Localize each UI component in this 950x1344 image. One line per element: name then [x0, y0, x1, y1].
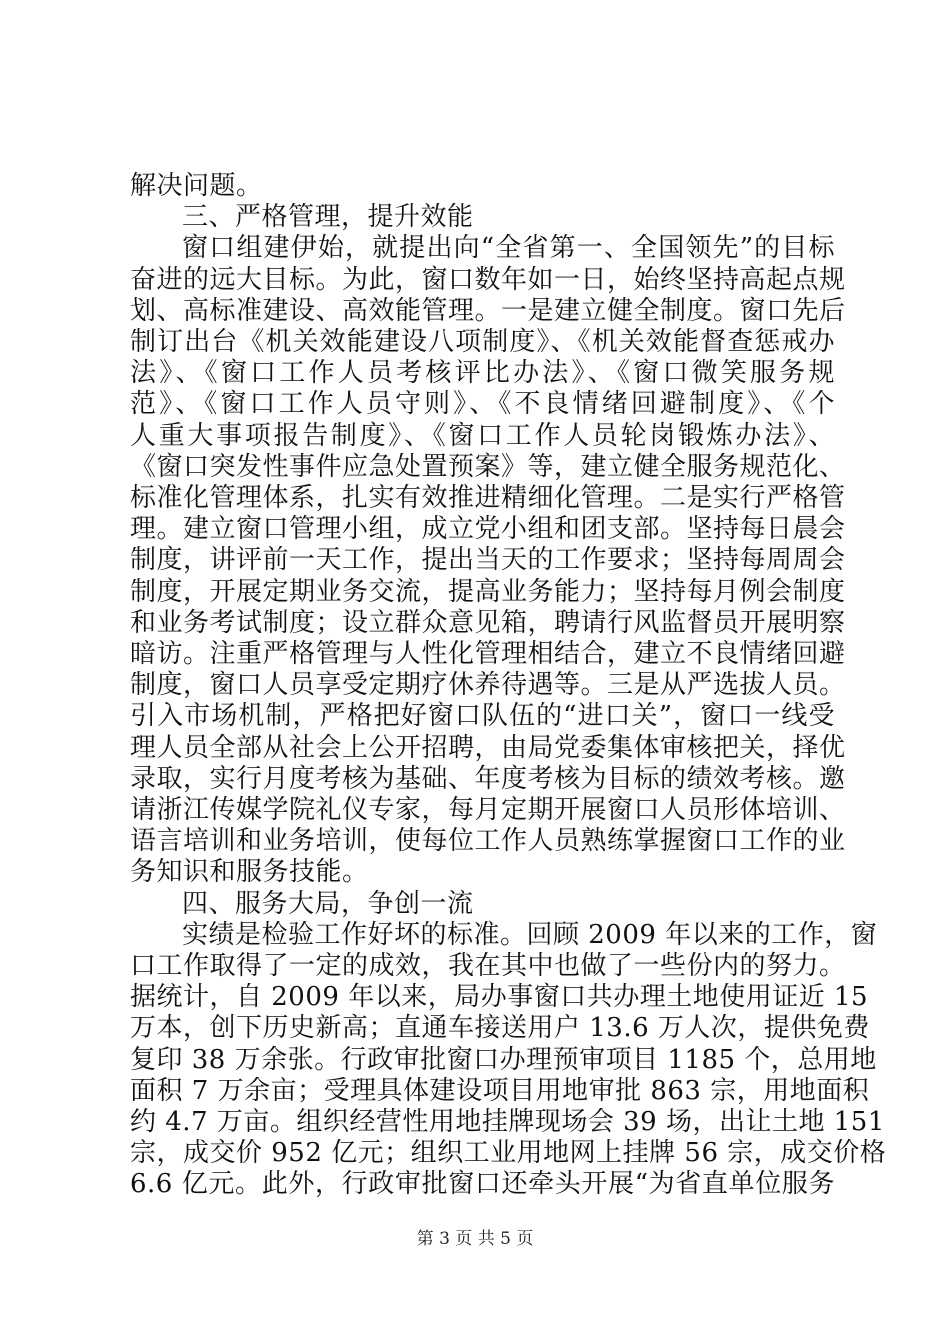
text-line: 宗，成交价 952 亿元；组织工业用地网上挂牌 56 宗，成交价格: [130, 1138, 887, 1168]
text-line: 理。建立窗口管理小组，成立党小组和团支部。坚持每日晨会: [130, 514, 846, 544]
text-line: 据统计，自 2009 年以来，局办事窗口共办理土地使用证近 15: [130, 982, 869, 1012]
text-line: 制订出台《机关效能建设八项制度》、《机关效能督查惩戒办: [130, 327, 835, 357]
text-line: 面积 7 万余亩；受理具体建设项目用地审批 863 宗，用地面积: [130, 1076, 870, 1106]
text-line: 6.6 亿元。此外，行政审批窗口还牵头开展“为省直单位服务: [130, 1169, 835, 1199]
text-line: 口工作取得了一定的成效，我在其中也做了一些份内的努力。: [130, 951, 846, 981]
section-heading: 四、服务大局，争创一流: [182, 889, 474, 919]
text-line: 实绩是检验工作好坏的标准。回顾 2009 年以来的工作，窗: [182, 920, 878, 950]
text-line: 《窗口突发性事件应急处置预案》等，建立健全服务规范化、: [130, 452, 846, 482]
text-line: 范》、《窗口工作人员守则》、《不良情绪回避制度》、《个: [130, 389, 835, 419]
text-line: 划、高标准建设、高效能管理。一是建立健全制度。窗口先后: [130, 296, 846, 326]
text-line: 请浙江传媒学院礼仪专家，每月定期开展窗口人员形体培训、: [130, 795, 846, 825]
text-line: 语言培训和业务培训，使每位工作人员熟练掌握窗口工作的业: [130, 826, 846, 856]
section-heading: 三、严格管理，提升效能: [182, 202, 474, 232]
text-line: 引入市场机制，严格把好窗口队伍的“进口关”，窗口一线受: [130, 701, 835, 731]
text-line: 理人员全部从社会上公开招聘，由局党委集体审核把关，择优: [130, 733, 846, 763]
text-line: 务知识和服务技能。: [130, 857, 369, 887]
text-line: 法》、《窗口工作人员考核评比办法》、《窗口微笑服务规: [130, 358, 835, 388]
text-line: 录取，实行月度考核为基础、年度考核为目标的绩效考核。邀: [130, 764, 846, 794]
text-line: 奋进的远大目标。为此，窗口数年如一日，始终坚持高起点规: [130, 265, 846, 295]
text-line: 解决问题。: [130, 171, 263, 201]
text-line: 制度，窗口人员享受定期疗休养待遇等。三是从严选拔人员。: [130, 670, 846, 700]
text-line: 人重大事项报告制度》、《窗口工作人员轮岗锻炼办法》、: [130, 421, 835, 451]
text-line: 制度，开展定期业务交流，提高业务能力；坚持每月例会制度: [130, 577, 846, 607]
text-line: 约 4.7 万亩。组织经营性用地挂牌现场会 39 场，出让土地 151: [130, 1107, 885, 1137]
text-line: 制度，讲评前一天工作，提出当天的工作要求；坚持每周周会: [130, 545, 846, 575]
text-line: 万本，创下历史新高；直通车接送用户 13.6 万人次，提供免费: [130, 1013, 870, 1043]
page-footer: 第 3 页 共 5 页: [416, 1229, 534, 1249]
text-line: 暗访。注重严格管理与人性化管理相结合，建立不良情绪回避: [130, 639, 846, 669]
text-line: 标准化管理体系，扎实有效推进精细化管理。二是实行严格管: [130, 483, 846, 513]
text-line: 复印 38 万余张。行政审批窗口办理预审项目 1185 个，总用地: [130, 1045, 877, 1075]
text-line: 窗口组建伊始，就提出向“全省第一、全国领先”的目标: [182, 233, 835, 263]
text-line: 和业务考试制度；设立群众意见箱，聘请行风监督员开展明察: [130, 608, 846, 638]
